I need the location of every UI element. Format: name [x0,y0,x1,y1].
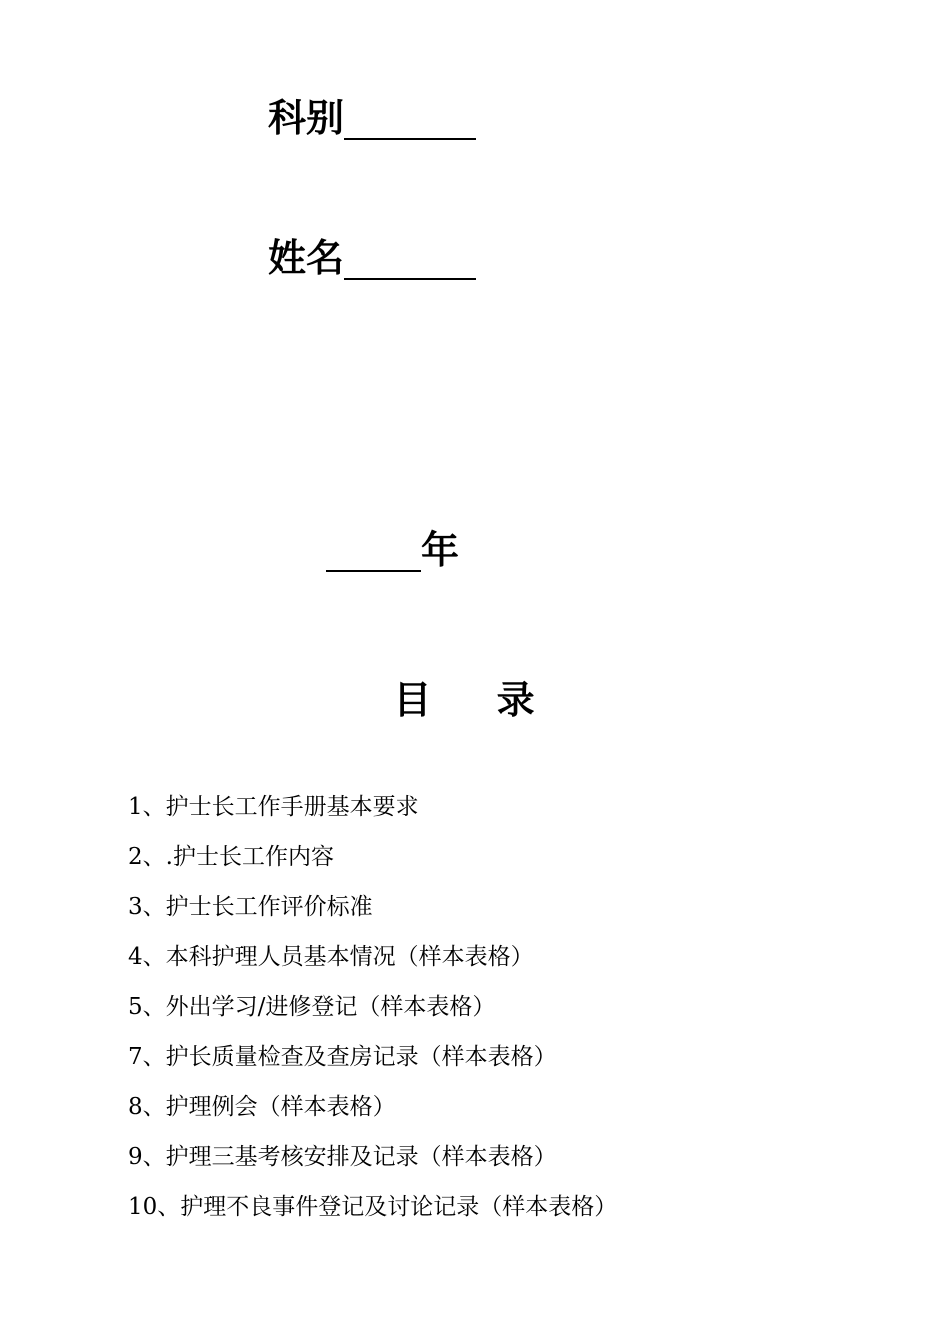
toc-item: 8、护理例会（样本表格） [128,1094,396,1120]
department-blank [344,98,476,140]
toc-item: 5、外出学习/进修登记（样本表格） [128,994,496,1020]
toc-item: 1、护士长工作手册基本要求 [128,794,419,820]
name-label: 姓名 [268,235,345,280]
name-blank [344,238,476,280]
year-field [326,528,459,572]
year-blank [326,530,421,572]
toc-item: 9、护理三基考核安排及记录（样本表格） [128,1144,557,1170]
department-label: 科别 [268,95,345,140]
name-field [268,236,476,280]
year-label: 年 [421,527,460,572]
toc-item: 4、本科护理人员基本情况（样本表格） [128,944,534,970]
toc-list [128,782,617,1232]
department-field [268,96,476,140]
toc-item: 7、护长质量检查及查房记录（样本表格） [128,1044,557,1070]
toc-item: 2、.护士长工作内容 [128,844,334,870]
toc-title: 目 录 [393,677,561,722]
toc-item: 10、护理不良事件登记及讨论记录（样本表格） [128,1194,618,1220]
toc-item: 3、护士长工作评价标准 [128,894,373,920]
